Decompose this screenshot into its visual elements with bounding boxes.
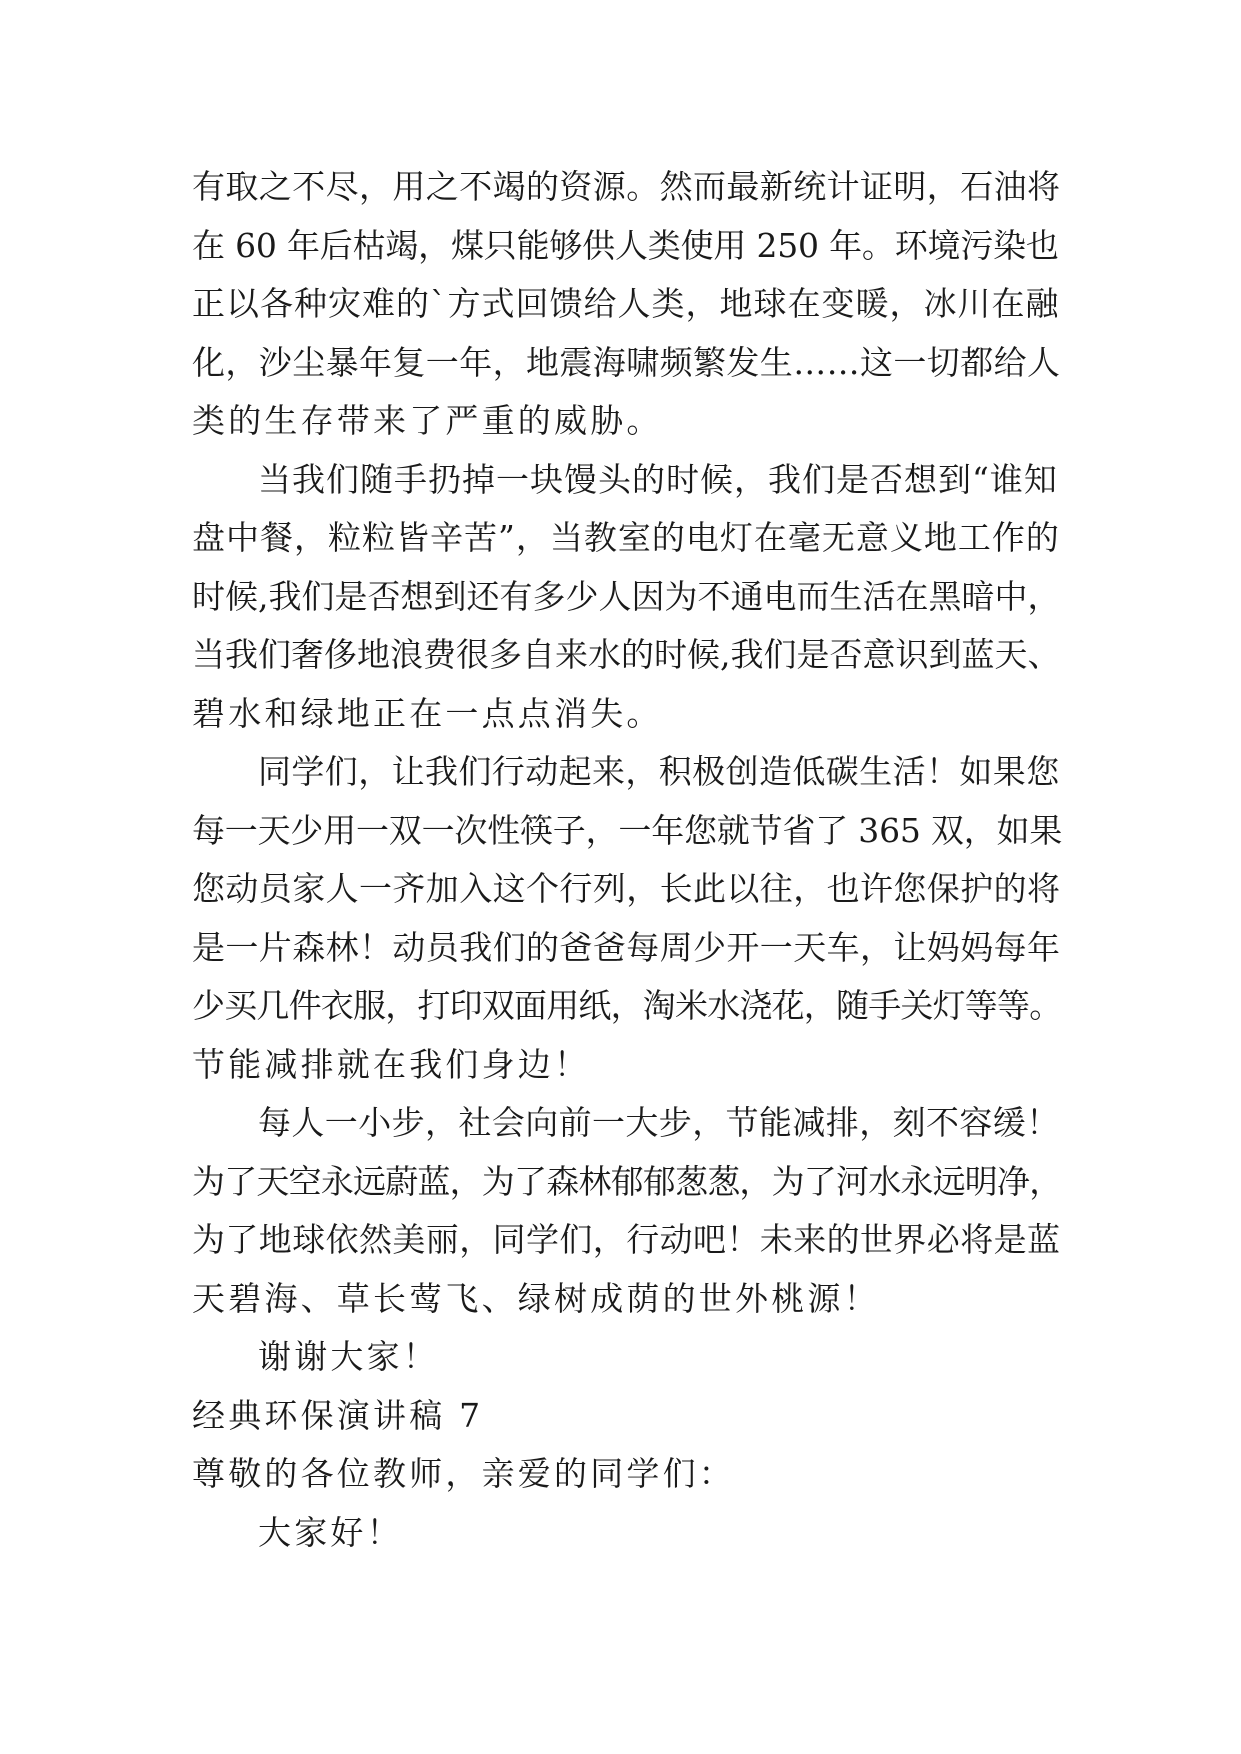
text-line: 在 60 年后枯竭，煤只能够供人类使用 250 年。环境污染也: [192, 225, 1059, 265]
paragraph-3: [192, 743, 1062, 1094]
paragraph-thanks: [192, 1328, 1062, 1387]
document-body: [192, 158, 1062, 1562]
heading-line: 经典环保演讲稿 7: [192, 1395, 484, 1435]
text-line: 盘中餐，粒粒皆辛苦”，当教室的电灯在毫无意义地工作的: [192, 518, 1060, 557]
text-line: 节能减排就在我们身边！: [192, 1044, 591, 1084]
text-line: 化，沙尘暴年复一年，地震海啸频繁发生……这一切都给人: [192, 342, 1061, 382]
text-line: 每人一小步，社会向前一大步，节能减排，刻不容缓！: [258, 1103, 1060, 1142]
text-line: 当我们奢侈地浪费很多自来水的时候,我们是否意识到蓝天、: [192, 635, 1061, 674]
text-line: 时候,我们是否想到还有多少人因为不通电而生活在黑暗中，: [192, 576, 1061, 616]
text-line: 是一片森林！动员我们的爸爸每周少开一天车，让妈妈每年: [192, 927, 1061, 967]
paragraph-1: [192, 158, 1062, 451]
text-line: 为了天空永远蔚蓝，为了森林郁郁葱葱，为了河水永远明净，: [192, 1161, 1062, 1201]
text-line: 尊敬的各位教师，亲爱的同学们：: [192, 1454, 735, 1493]
text-line: 为了地球依然美丽，同学们，行动吧！未来的世界必将是蓝: [192, 1220, 1061, 1259]
paragraph-4: [192, 1094, 1062, 1328]
text-line: 有取之不尽，用之不竭的资源。然而最新统计证明，石油将: [192, 167, 1061, 206]
text-line: 正以各种灾难的`方式回馈给人类，地球在变暖，冰川在融: [192, 284, 1060, 323]
text-line: 类的生存带来了严重的威胁。: [192, 401, 663, 440]
text-line: 您动员家人一齐加入这个行列，长此以往，也许您保护的将: [192, 869, 1061, 908]
text-line: 碧水和绿地正在一点点消失。: [192, 693, 663, 733]
text-line: 同学们，让我们行动起来，积极创造低碳生活！如果您: [258, 752, 1060, 791]
text-line: 天碧海、草长莺飞、绿树成荫的世外桃源！: [192, 1278, 880, 1318]
section-heading: [192, 1387, 1062, 1446]
text-line: 每一天少用一双一次性筷子，一年您就节省了 365 双，如果: [192, 810, 1063, 850]
greeting: [192, 1504, 1062, 1563]
text-line: 当我们随手扔掉一块馒头的时候，我们是否想到“谁知: [258, 459, 1058, 499]
text-line: 大家好！: [258, 1512, 403, 1552]
paragraph-2: [192, 451, 1062, 744]
salutation: [192, 1445, 1062, 1504]
text-line: 谢谢大家！: [258, 1337, 439, 1376]
text-line: 少买几件衣服，打印双面用纸，淘米水浇花，随手关灯等等。: [192, 986, 1062, 1025]
